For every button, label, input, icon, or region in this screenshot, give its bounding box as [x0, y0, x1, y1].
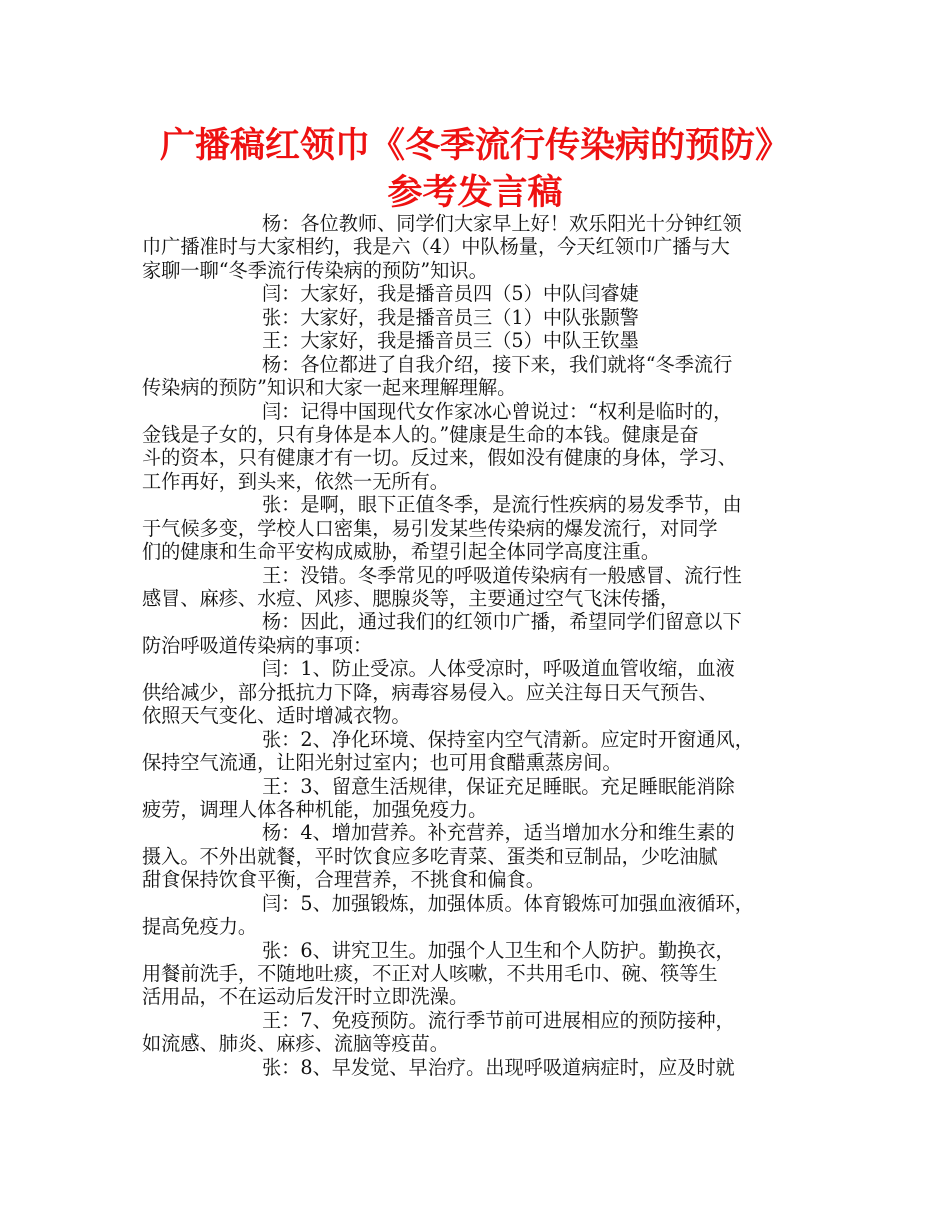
paragraph-line: 们的健康和生命平安构成威胁，希望引起全体同学高度注重。	[142, 540, 661, 564]
paragraph-line: 于气候多变，学校人口密集，易引发某些传染病的爆发流行，对同学	[142, 516, 718, 540]
paragraph-line: 闫：5、加强锻炼，加强体质。体育锻炼可加强血液循环，	[262, 891, 754, 915]
paragraph-line: 张：2、净化环境、保持室内空气清新。应定时开窗通风，	[262, 727, 754, 751]
paragraph-line: 张：8、早发觉、早治疗。出现呼吸道病症时，应及时就	[262, 1055, 735, 1079]
paragraph-line: 传染病的预防”知识和大家一起来理解理解。	[142, 376, 517, 400]
paragraph-line: 闫：1、防止受凉。人体受凉时，呼吸道血管收缩，血液	[262, 657, 735, 681]
paragraph-line: 感冒、麻疹、水痘、风疹、腮腺炎等，主要通过空气飞沫传播，	[142, 587, 680, 610]
document-title-line-1: 广播稿红领巾《冬季流行传染病的预防》	[159, 126, 790, 166]
paragraph-line: 闫：大家好，我是播音员四（5）中队闫睿婕	[262, 282, 639, 306]
paragraph-line: 张：是啊，眼下正值冬季，是流行性疾病的易发季节，由	[262, 493, 742, 517]
paragraph-line: 王：7、免疫预防。流行季节前可进展相应的预防接种，	[262, 1008, 735, 1032]
paragraph-line: 闫：记得中国现代女作家冰心曾说过：“权利是临时的，	[262, 399, 733, 423]
paragraph-line: 防治呼吸道传染病的事项：	[142, 633, 373, 657]
paragraph-line: 杨：各位教师、同学们大家早上好！欢乐阳光十分钟红领	[262, 212, 742, 235]
paragraph-line: 金钱是子女的，只有身体是本人的。”健康是生命的本钱。健康是奋	[142, 422, 699, 446]
paragraph-line: 斗的资本，只有健康才有一切。反过来，假如没有健康的身体，学习、	[142, 446, 737, 470]
paragraph-line: 保持空气流通，让阳光射过室内；也可用食醋熏蒸房间。	[142, 751, 622, 775]
document-body	[142, 212, 822, 1079]
paragraph-line: 王：3、留意生活规律，保证充足睡眠。充足睡眠能消除	[262, 774, 735, 798]
paragraph-line: 王：没错。冬季常见的呼吸道传染病有一般感冒、流行性	[262, 563, 742, 587]
document-title-line-2: 参考发言稿	[387, 173, 563, 213]
paragraph-line: 供给减少，部分抵抗力下降，病毒容易侵入。应关注每日天气预告、	[142, 680, 718, 704]
paragraph-line: 杨：因此，通过我们的红领巾广播，希望同学们留意以下	[262, 610, 742, 634]
paragraph-line: 摄入。不外出就餐，平时饮食应多吃青菜、蛋类和豆制品，少吃油腻	[142, 844, 718, 868]
paragraph-line: 王：大家好，我是播音员三（5）中队王钦墨	[262, 329, 639, 353]
paragraph-line: 杨：4、增加营养。补充营养，适当增加水分和维生素的	[262, 821, 735, 845]
paragraph-line: 提高免疫力。	[142, 915, 258, 939]
paragraph-line: 依照天气变化、适时增减衣物。	[142, 704, 411, 728]
paragraph-line: 巾广播准时与大家相约，我是六（4）中队杨量，今天红领巾广播与大	[142, 235, 730, 259]
paragraph-line: 活用品，不在运动后发汗时立即洗澡。	[142, 985, 469, 1009]
paragraph-line: 甜食保持饮食平衡，合理营养，不挑食和偏食。	[142, 868, 545, 892]
paragraph-line: 杨：各位都进了自我介绍，接下来，我们就将“冬季流行	[262, 352, 733, 376]
paragraph-line: 张：6、讲究卫生。加强个人卫生和个人防护。勤换衣，	[262, 938, 735, 962]
paragraph-line: 如流感、肺炎、麻疹、流脑等疫苗。	[142, 1032, 449, 1056]
paragraph-line: 张：大家好，我是播音员三（1）中队张颢警	[262, 305, 639, 329]
paragraph-line: 工作再好，到头来，依然一无所有。	[142, 469, 449, 493]
paragraph-line: 家聊一聊“冬季流行传染病的预防”知识。	[142, 258, 488, 282]
paragraph-line: 疲劳，调理人体各种机能，加强免疫力。	[142, 797, 488, 821]
paragraph-line: 用餐前洗手，不随地吐痰，不正对人咳嗽，不共用毛巾、碗、筷等生	[142, 962, 718, 985]
